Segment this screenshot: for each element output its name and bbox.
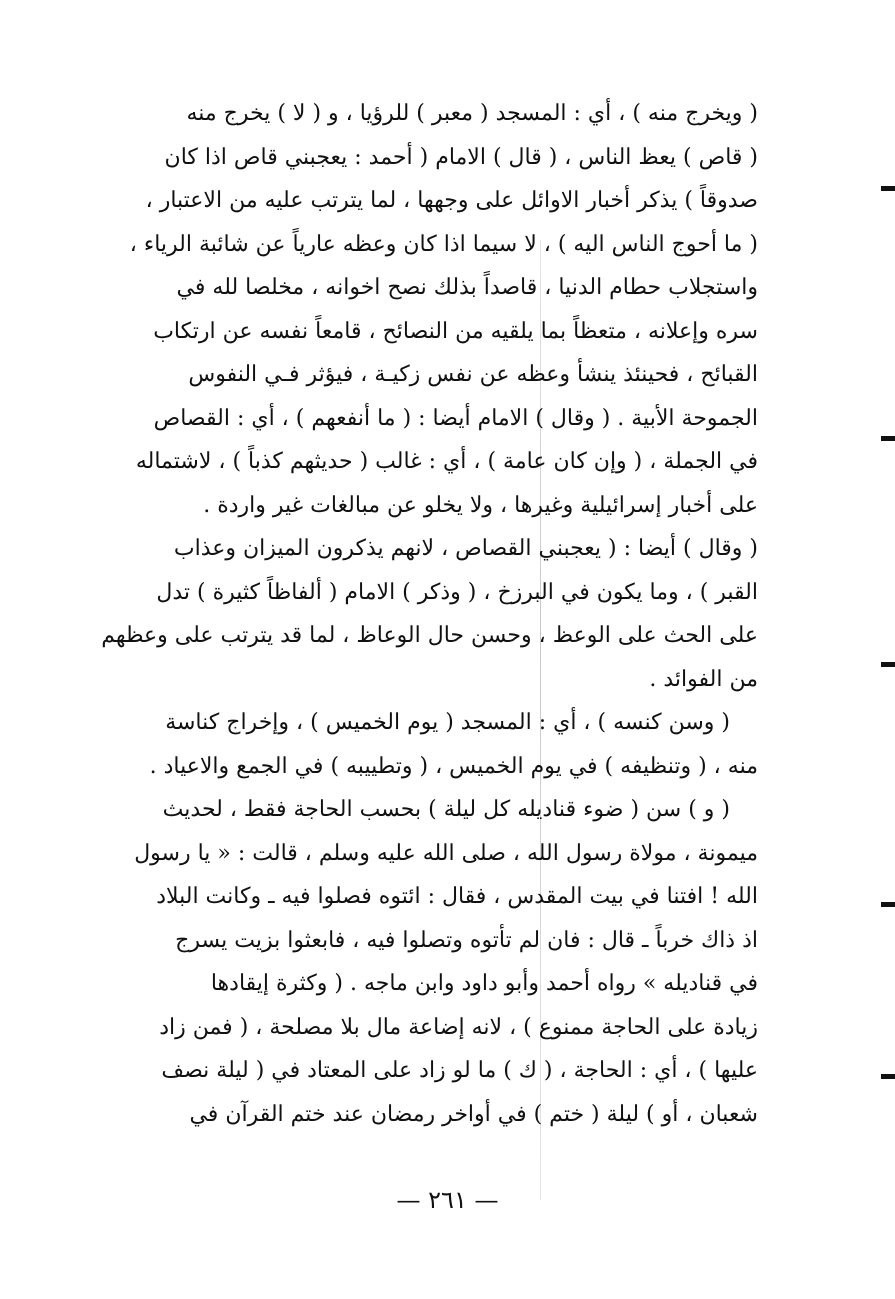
margin-tick-mark xyxy=(881,1074,895,1079)
text-line: على أخبار إسرائيلية وغيرها ، ولا يخلو عن مبالغات غير واردة . xyxy=(203,492,758,518)
text-line: شعبان ، أو ) ليلة ( ختم ) في أواخر رمضان عند ختم القرآن في xyxy=(189,1101,758,1127)
paragraph-2 xyxy=(100,701,758,1136)
text-line: الجموحة الأبية . ( وقال ) الامام أيضا : ( ما أنفعهم ) ، أي : القصاص xyxy=(153,405,758,431)
text-line: ميمونة ، مولاة رسول الله ، صلى الله عليه وسلم ، قالت : « يا رسول xyxy=(134,840,758,866)
text-line: ( قاص ) يعظ الناس ، ( قال ) الامام ( أحمد : يعجبني قاص اذا كان xyxy=(164,144,758,170)
margin-tick-mark xyxy=(881,186,895,191)
margin-tick-mark xyxy=(881,902,895,907)
text-line: اذ ذاك خرباً ـ قال : فان لم تأتوه وتصلوا فيه ، فابعثوا بزيت يسرج xyxy=(175,927,758,953)
text-line: زيادة على الحاجة ممنوع ) ، لانه إضاعة مال بلا مصلحة ، ( فمن زاد xyxy=(159,1014,758,1040)
text-line: من الفوائد . xyxy=(649,666,758,692)
text-line: الله ! افتنا في بيت المقدس ، فقال : ائتوه فصلوا فيه ـ وكانت البلاد xyxy=(156,884,758,909)
text-line: في قناديله » رواه أحمد وأبو داود وابن ماجه . ( وكثرة إيقادها xyxy=(210,971,758,996)
text-line: على الحث على الوعظ ، وحسن حال الوعاظ ، لما قد يترتب على وعظهم xyxy=(101,623,758,648)
margin-tick-mark xyxy=(881,662,895,667)
text-line: ( وسن كنسه ) ، أي : المسجد ( يوم الخميس ) ، وإخراج كناسة xyxy=(165,710,730,735)
text-line: سره وإعلانه ، متعظاً بما يلقيه من النصائح ، قامعاً نفسه عن ارتكاب xyxy=(153,318,758,344)
text-line: في الجملة ، ( وإن كان عامة ) ، أي : غالب ( حديثهم كذباً ) ، لاشتماله xyxy=(135,449,758,474)
text-line: القبر ) ، وما يكون في البرزخ ، ( وذكر ) الامام ( ألفاظاً كثيرة ) تدل xyxy=(156,579,758,605)
text-line: ( ويخرج منه ) ، أي : المسجد ( معبر ) للرؤيا ، و ( لا ) يخرج منه xyxy=(186,101,758,126)
text-line: منه ، ( وتنظيفه ) في يوم الخميس ، ( وتطييبه ) في الجمع والاعياد . xyxy=(149,753,758,779)
paragraph-1 xyxy=(100,92,758,701)
text-line: ( وقال ) أيضا : ( يعجبني القصاص ، لانهم يذكرون الميزان وعذاب xyxy=(173,536,758,561)
page-number: — ٢٦١ — xyxy=(396,1186,499,1214)
text-line: ( و ) سن ( ضوء قناديله كل ليلة ) بحسب الحاجة فقط ، لحديث xyxy=(162,797,730,822)
text-line: عليها ) ، أي : الحاجة ، ( ك ) ما لو زاد على المعتاد في ( ليلة نصف xyxy=(161,1058,758,1083)
text-line: القبائح ، فحينئذ ينشأ وعظه عن نفس زكيـة ، فيؤثر فـي النفوس xyxy=(188,362,758,387)
text-column xyxy=(100,92,758,1136)
text-line: صدوقاً ) يذكر أخبار الاوائل على وجهها ، لما يترتب عليه من الاعتبار ، xyxy=(145,188,758,213)
text-line: ( ما أحوج الناس اليه ) ، لا سيما اذا كان وعظه عارياً عن شائبة الرياء ، xyxy=(129,231,758,257)
margin-tick-mark xyxy=(881,436,895,441)
text-line: واستجلاب حطام الدنيا ، قاصداً بذلك نصح اخوانه ، مخلصا لله في xyxy=(176,275,758,300)
